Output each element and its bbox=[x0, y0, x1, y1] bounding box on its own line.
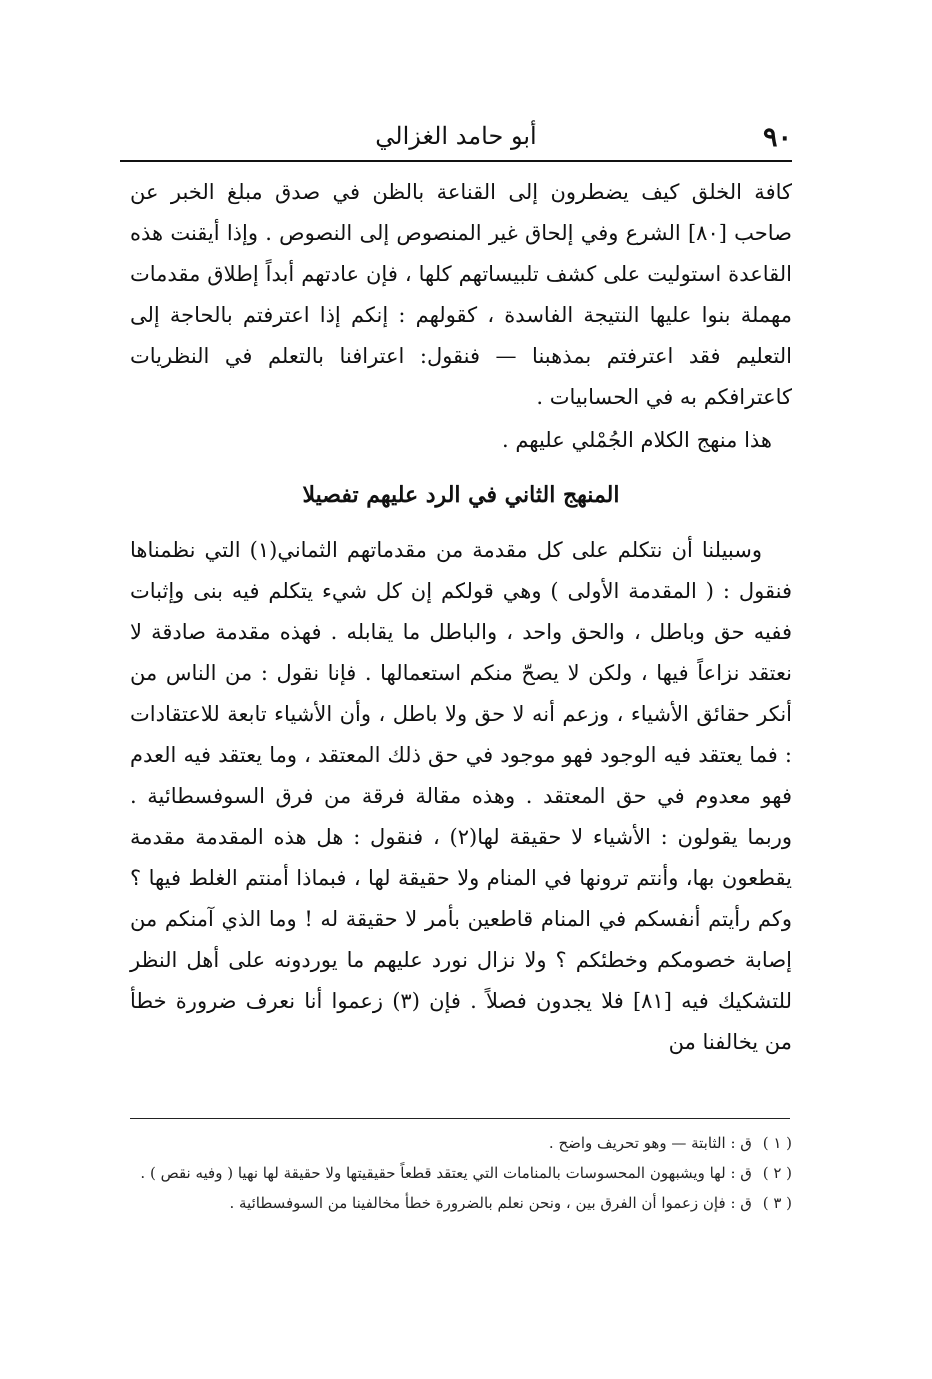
running-title: أبو حامد الغزالي bbox=[375, 122, 537, 150]
footnote-2 bbox=[135, 1158, 792, 1188]
footnote-number: ( ٢ ) bbox=[762, 1164, 792, 1182]
footnote-divider bbox=[130, 1118, 790, 1119]
footnote-3 bbox=[135, 1188, 792, 1218]
footnote-number: ( ١ ) bbox=[762, 1134, 792, 1152]
page-number: ٩٠ bbox=[762, 122, 792, 153]
footnote-text: ق : لها ويشبهون المحسوسات بالمنامات التي يعتقد قطعاً حقيقيتها ولا حقيقة لها نهيا ( وفيه نقص ) . bbox=[140, 1164, 752, 1182]
footnote-text: ق : الثابتة — وهو تحريف واضح . bbox=[548, 1134, 752, 1152]
paragraph-1: كافة الخلق كيف يضطرون إلى القناعة بالظن في صدق مبلغ الخبر عن صاحب [٨٠] الشرع وفي إلحاق غير المنصوص إلى النصوص . وإذا أيقنت هذه القاعدة استوليت على كشف تلبيساتهم كلها ، فإن عادتهم أبداً إطلاق مقدمات مهملة بنوا عليها النتيجة الفاسدة ، كقولهم : إنكم إذا اعترفتم بالحاجة إلى التعليم فقد اعترفتم بمذهبنا — فنقول: اعترافنا بالتعلم في النظريات كاعترافكم به في الحسابيات . bbox=[130, 180, 793, 409]
footnotes bbox=[135, 1128, 792, 1218]
paragraph-3: وسبيلنا أن نتكلم على كل مقدمة من مقدماتهم الثماني(١) التي نظمناها فنقول : ( المقدمة الأولى ) وهي قولكم إن كل شيء يتكلم فيه بنى وإثبات ففيه حق وباطل ، والحق واحد ، والباطل ما يقابله . فهذه مقدمة صادقة لا نعتقد نزاعاً فيها ، ولكن لا يصحّ منكم استعمالها . فإنا نقول : من الناس من أنكر حقائق الأشياء ، وزعم أنه لا حق ولا باطل ، وأن الأشياء تابعة للاعتقادات : فما يعتقد فيه الوجود فهو موجود في حق ذلك المعتقد ، وما يعتقد فيه العدم فهو معدوم في حق المعتقد . وهذه مقالة فرقة من فرق السوفسطائية . وربما يقولون : الأشياء لا حقيقة لها(٢) ، فنقول : هل هذه المقدمة مقدمة يقطعون بها، وأنتم ترونها في المنام ولا حقيقة لها ، فبماذا أمنتم الغلط فيها ؟ وكم رأيتم أنفسكم في المنام قاطعين بأمر لا حقيقة له ! وما الذي آمنكم من إصابة خصومكم وخطئكم ؟ ولا نزال نورد عليهم ما يوردونه على أهل النظر للتشكيك فيه [٨١] فلا يجدون فصلاً . فإن (٣) زعموا أنا نعرف ضرورة خطأ من يخالفنا من bbox=[130, 538, 793, 1054]
running-header bbox=[120, 112, 792, 164]
section-heading: المنهج الثاني في الرد عليهم تفصيلا bbox=[302, 482, 620, 508]
paragraph-2: هذا منهج الكلام الجُمْلي عليهم . bbox=[501, 428, 772, 452]
footnote-text: ق : فإن زعموا أن الفرق بين ، ونحن نعلم بالضرورة خطأ مخالفينا من السوفسطائية . bbox=[229, 1194, 752, 1212]
footnote-number: ( ٣ ) bbox=[762, 1194, 792, 1212]
main-text bbox=[130, 172, 792, 1063]
footnote-1 bbox=[135, 1128, 792, 1158]
header-divider bbox=[120, 160, 792, 162]
